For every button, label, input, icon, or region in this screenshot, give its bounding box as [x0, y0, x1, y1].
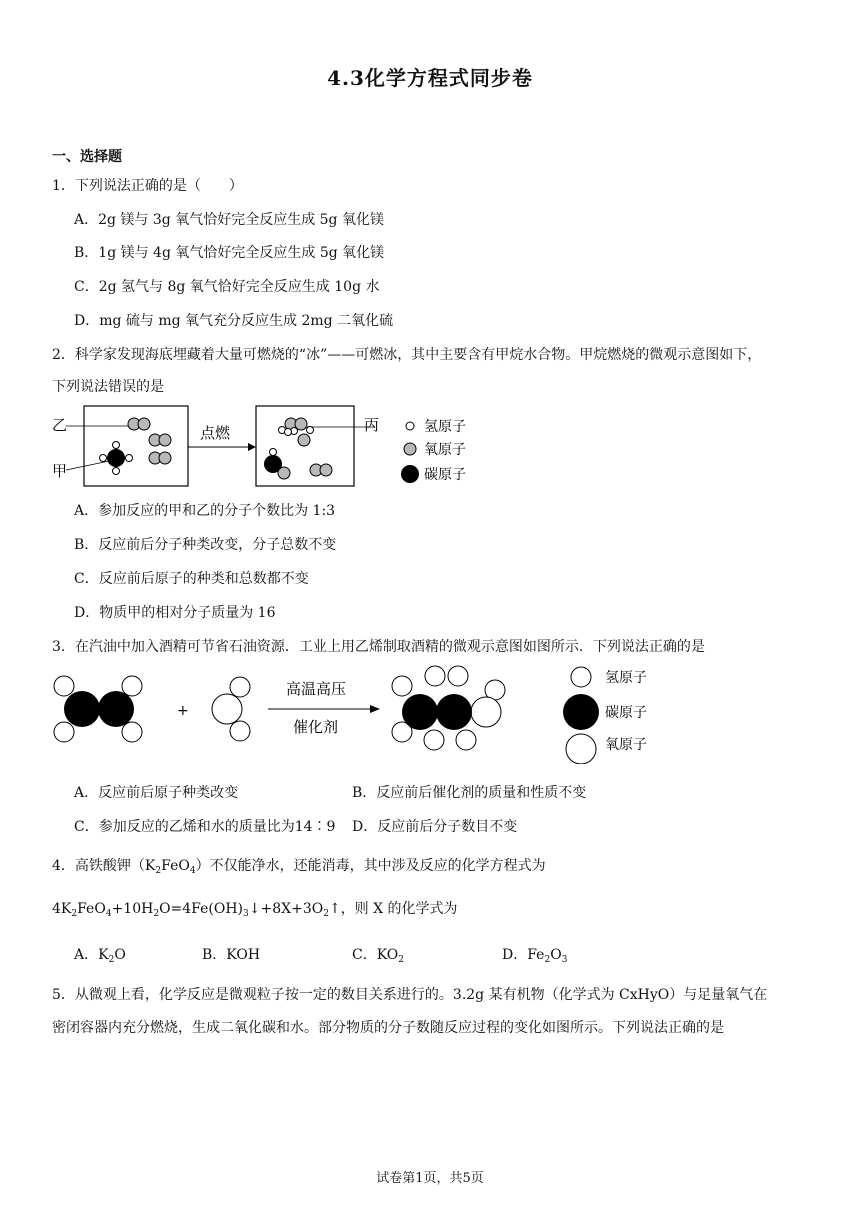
q4-stem-post: ）不仅能净水，还能消毒，其中涉及反应的化学方程式为 — [195, 858, 546, 874]
ethylene-hydration-diagram — [50, 664, 670, 764]
q1-option-a: A．2g 镁与 3g 氧气恰好完全反应生成 5g 氧化镁 — [74, 212, 384, 228]
formula-k2feo4: $K_2FeO_4$ — [144, 858, 196, 876]
q1-option-b: B．1g 镁与 4g 氧气恰好完全反应生成 5g 氧化镁 — [74, 245, 385, 261]
q4-option-c: C．$KO_2$ — [352, 947, 405, 965]
chemical-equation: $4K_2FeO_4+10H_2O=4Fe(OH)_3↓+8X+3O_2↑$ — [52, 901, 341, 919]
q2-stem-line2: 下列说法错误的是 — [52, 379, 164, 395]
legend-hydrogen: 氢原子 — [605, 670, 647, 686]
condition-top: 高温高压 — [286, 680, 347, 698]
page-title: 4.3化学方程式同步卷 — [327, 66, 533, 90]
legend-carbon: 碳原子 — [605, 705, 647, 721]
legend-oxygen: 氧原子 — [424, 442, 466, 458]
label-yi: 乙 — [52, 416, 68, 434]
q3-option-b: B．反应前后催化剂的质量和性质不变 — [352, 785, 587, 801]
plus-sign: + — [177, 703, 189, 719]
q2-stem-line1: 2．科学家发现海底埋藏着大量可燃烧的“冰”——可燃冰，其中主要含有甲烷水合物。甲烷燃烧的微观示意图如下， — [52, 347, 762, 363]
legend-carbon: 碳原子 — [424, 467, 466, 483]
legend-oxygen: 氧原子 — [605, 737, 647, 753]
arrow-label: 点燃 — [200, 424, 231, 442]
q2-option-d: D．物质甲的相对分子质量为 16 — [74, 605, 276, 621]
q2-option-b: B．反应前后分子种类改变，分子总数不变 — [74, 537, 337, 553]
q4-equation-tail: ，则 X 的化学式为 — [340, 901, 458, 917]
legend-hydrogen: 氢原子 — [424, 419, 466, 435]
q2-option-c: C．反应前后原子的种类和总数都不变 — [74, 571, 309, 587]
page-footer: 试卷第1页，共5页 — [376, 1171, 484, 1186]
q4-equation — [52, 898, 458, 919]
label-jia: 甲 — [52, 462, 68, 480]
q3-option-d: D．反应前后分子数目不变 — [352, 819, 518, 835]
q4-stem-pre: 4．高铁酸钾（ — [52, 858, 145, 874]
q2-option-a: A．参加反应的甲和乙的分子个数比为 1:3 — [74, 503, 336, 519]
q5-stem-line2: 密闭容器内充分燃烧，生成二氧化碳和水。部分物质的分子数随反应过程的变化如图所示。下列说法正确的是 — [52, 1020, 724, 1036]
q3-option-c: C．参加反应的乙烯和水的质量比为14∶9 — [74, 819, 336, 835]
q4-stem — [52, 855, 546, 876]
label-bing: 丙 — [364, 416, 380, 434]
q4-option-b: B．KOH — [202, 947, 261, 963]
q5-stem-line1: 5．从微观上看，化学反应是微观粒子按一定的数目关系进行的。3.2g 某有机物（化学式为 CxHyO）与足量氧气在 — [52, 987, 768, 1003]
q3-stem: 3．在汽油中加入酒精可节省石油资源．工业上用乙烯制取酒精的微观示意图如图所示．下列说法正确的是 — [52, 639, 705, 655]
q1-stem: 1．下列说法正确的是（ ） — [52, 178, 243, 194]
condition-bottom: 催化剂 — [293, 718, 339, 736]
q3-option-a: A．反应前后原子种类改变 — [74, 785, 239, 801]
q1-option-c: C．2g 氢气与 8g 氧气恰好完全反应生成 10g 水 — [74, 279, 380, 295]
q4-option-a: A．$K_2O$ — [74, 947, 126, 965]
section-heading: 一、选择题 — [52, 149, 122, 165]
methane-combustion-diagram — [48, 404, 478, 490]
q4-option-d: D．$Fe_2O_3$ — [502, 947, 568, 965]
q1-option-d: D．mg 硫与 mg 氧气充分反应生成 2mg 二氧化硫 — [74, 313, 394, 329]
